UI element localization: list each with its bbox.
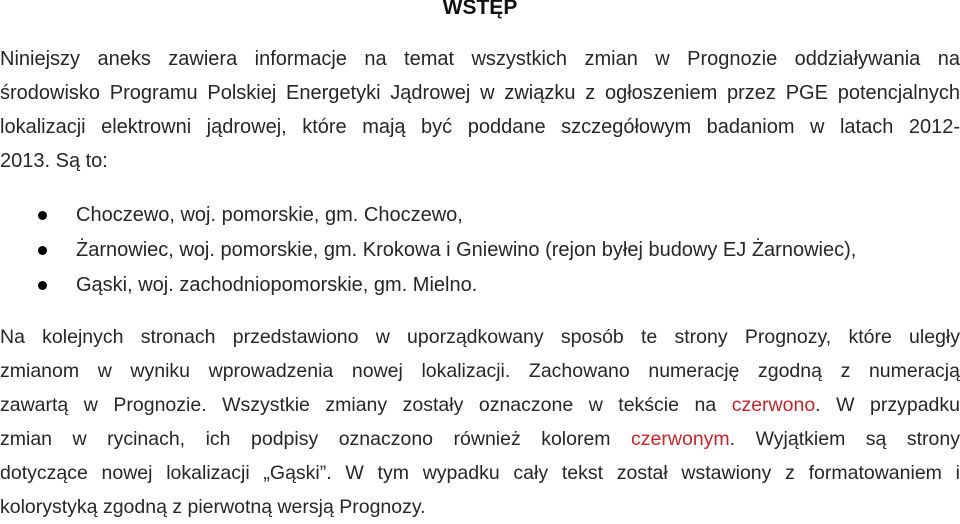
intro-line: 2013. Są to: [0,150,108,172]
body-line: zmianom w wyniku wprowadzenia nowej lokalizacji. Zachowano numerację zgodną z numeracją [0,360,960,382]
bullet-icon [38,281,47,290]
intro-line: środowisko Programu Polskiej Energetyki Jądrowej w związku z ogłoszeniem przez PGE potencjalnych [0,82,960,104]
location-item [0,233,960,268]
location-text: Gąski, woj. zachodniopomorskie, gm. Mielno. [76,274,478,296]
intro-line: lokalizacji elektrowni jądrowej, które mają być poddane szczegółowym badaniom w latach 2012- [0,116,960,138]
bullet-icon [38,211,47,220]
body-line [0,422,960,456]
body-text: . Wyjątkiem są strony [729,428,960,450]
location-list [0,198,960,303]
red-highlight-text: czerwono [731,394,816,416]
section-heading: WSTĘP [442,0,518,19]
body-text: zawartą w Prognozie. Wszystkie zmiany zostały oznaczone w tekście na [0,394,732,416]
body-line [0,388,960,422]
body-line: Na kolejnych stronach przedstawiono w uporządkowany sposób te strony Prognozy, które uległy [0,326,960,348]
location-text: Żarnowiec, woj. pomorskie, gm. Krokowa i Gniewino (rejon byłej budowy EJ Żarnowiec), [76,239,857,261]
bullet-icon [38,246,47,255]
location-item [0,268,960,303]
body-paragraph [0,320,960,524]
intro-paragraph [0,42,960,178]
red-highlight-text: czerwonym [631,428,730,450]
location-item [0,198,960,233]
body-line: dotyczące nowej lokalizacji „Gąski”. W tym wypadku cały tekst został wstawiony z formatowaniem i [0,462,960,484]
body-text: zmian w rycinach, ich podpisy oznaczono również kolorem [0,428,632,450]
body-text: . W przypadku [815,394,960,416]
body-line: kolorystyką zgodną z pierwotną wersją Prognozy. [0,496,426,518]
location-text: Choczewo, woj. pomorskie, gm. Choczewo, [76,204,463,226]
intro-line: Niniejszy aneks zawiera informacje na temat wszystkich zmian w Prognozie oddziaływania na [0,48,960,70]
